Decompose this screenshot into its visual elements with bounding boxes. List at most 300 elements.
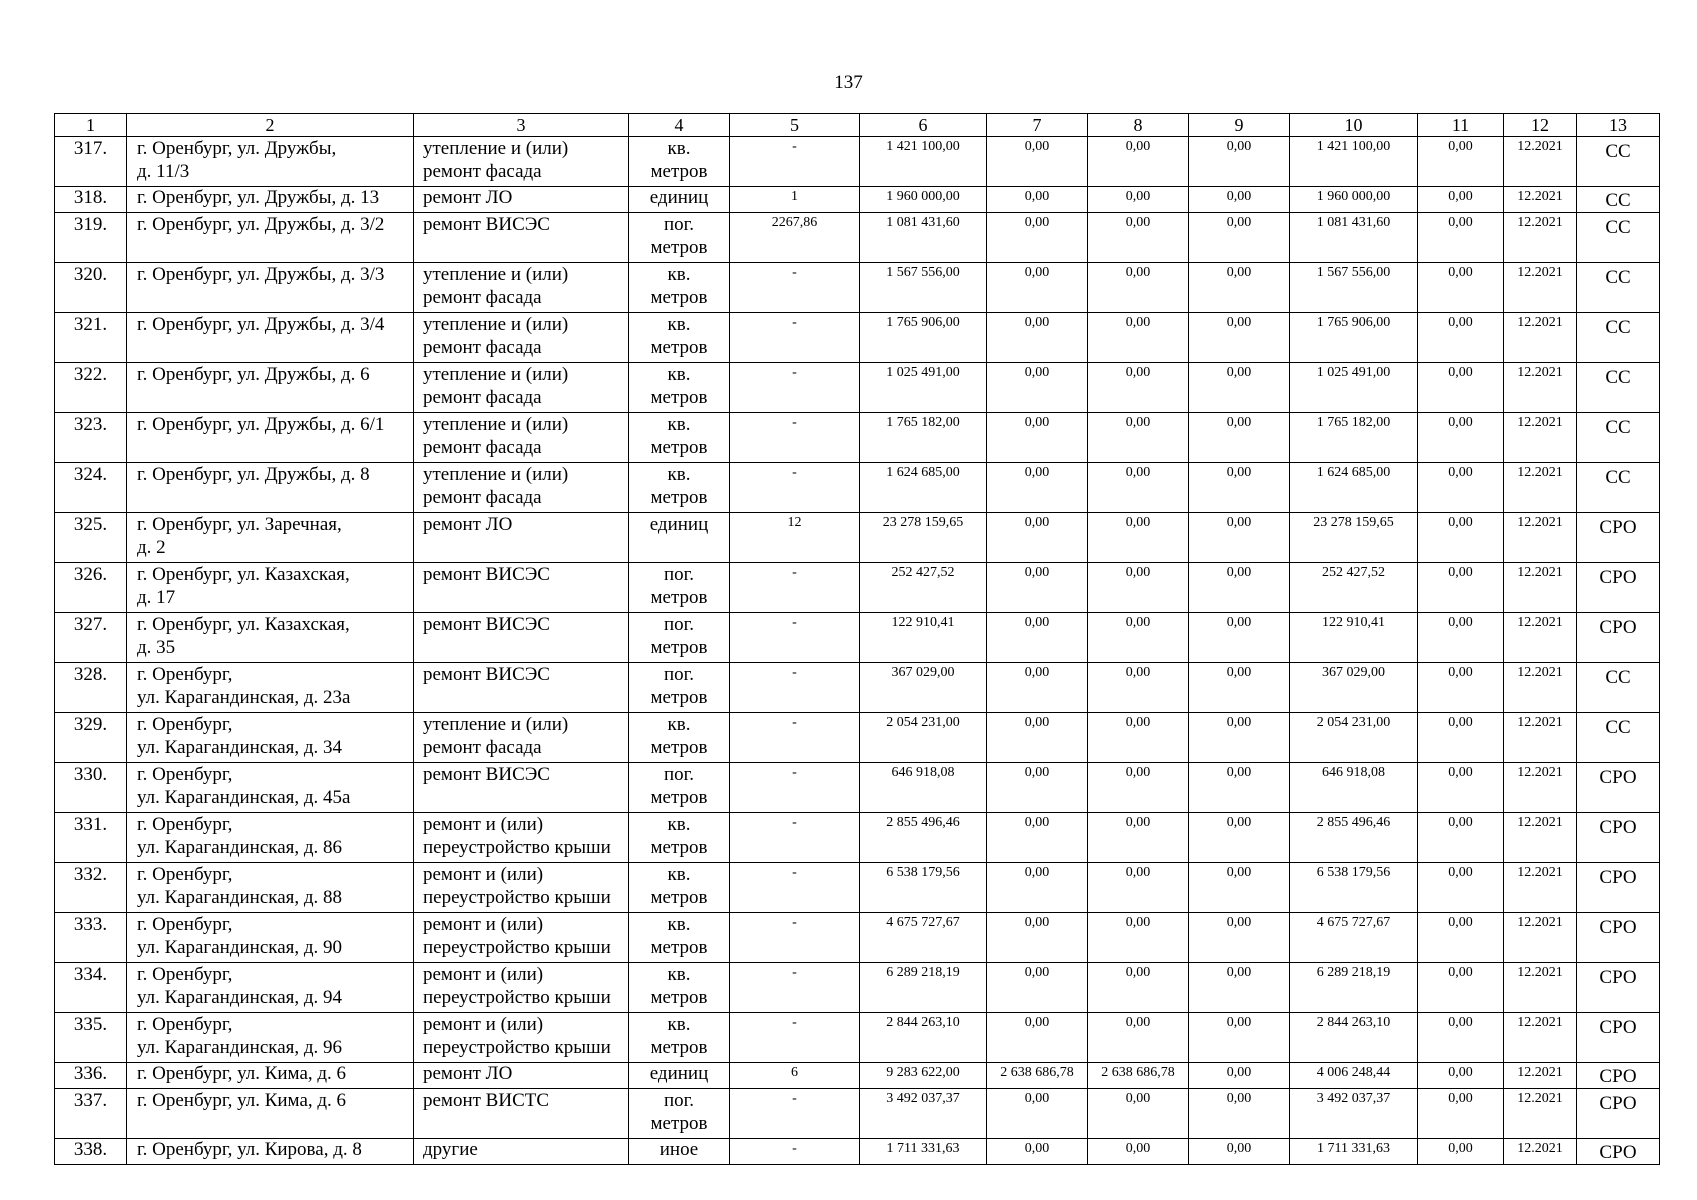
unit-cell	[629, 263, 730, 313]
unit-cell-line: единиц	[649, 514, 709, 535]
work-type-cell-line: ремонт фасада	[423, 737, 542, 758]
col10-cell: 4 006 248,44	[1290, 1063, 1418, 1089]
column-header-4: 4	[629, 114, 730, 137]
work-type-cell-line: утепление и (или)	[423, 364, 569, 385]
column-header-10: 10	[1290, 114, 1418, 137]
method-code-cell: СРО	[1577, 563, 1660, 613]
column-header-9: 9	[1189, 114, 1290, 137]
col8-cell: 0,00	[1088, 813, 1189, 863]
unit-cell-line: единиц	[649, 1063, 709, 1084]
work-type-cell-line: ремонт фасада	[423, 487, 542, 508]
col11-cell: 0,00	[1418, 463, 1504, 513]
date-cell: 12.2021	[1504, 963, 1577, 1013]
col9-cell: 0,00	[1189, 613, 1290, 663]
work-type-cell	[414, 813, 629, 863]
work-type-cell	[414, 863, 629, 913]
col8-cell: 0,00	[1088, 863, 1189, 913]
work-type-cell-line: утепление и (или)	[423, 264, 569, 285]
address-cell-line: ул. Карагандинская, д. 96	[137, 1037, 343, 1058]
address-cell	[127, 763, 414, 813]
column-header-12: 12	[1504, 114, 1577, 137]
col7-cell: 0,00	[987, 463, 1088, 513]
col9-cell: 0,00	[1189, 863, 1290, 913]
col8-cell: 0,00	[1088, 463, 1189, 513]
row-number: 334.	[55, 963, 127, 1013]
address-cell-line: г. Оренбург, ул. Дружбы, д. 6/1	[137, 414, 385, 435]
unit-cell-line: пог.	[663, 664, 695, 685]
quantity-cell: -	[730, 1089, 860, 1139]
col10-cell: 1 960 000,00	[1290, 187, 1418, 213]
work-type-cell	[414, 363, 629, 413]
row-number: 319.	[55, 213, 127, 263]
col9-cell: 0,00	[1189, 1139, 1290, 1165]
col7-cell: 0,00	[987, 563, 1088, 613]
address-cell	[127, 663, 414, 713]
col11-cell: 0,00	[1418, 863, 1504, 913]
col10-cell: 1 421 100,00	[1290, 137, 1418, 187]
col9-cell: 0,00	[1189, 513, 1290, 563]
unit-cell	[629, 363, 730, 413]
col8-cell: 0,00	[1088, 1139, 1189, 1165]
unit-cell-line: метров	[650, 237, 708, 258]
date-cell: 12.2021	[1504, 213, 1577, 263]
address-cell-line: г. Оренбург, ул. Дружбы, д. 3/4	[137, 314, 385, 335]
col11-cell: 0,00	[1418, 563, 1504, 613]
col11-cell: 0,00	[1418, 663, 1504, 713]
unit-cell	[629, 137, 730, 187]
col9-cell: 0,00	[1189, 813, 1290, 863]
total-cost-cell: 1 421 100,00	[860, 137, 987, 187]
method-code-cell: СС	[1577, 263, 1660, 313]
date-cell: 12.2021	[1504, 613, 1577, 663]
col9-cell: 0,00	[1189, 713, 1290, 763]
unit-cell	[629, 1089, 730, 1139]
method-code-cell: СРО	[1577, 913, 1660, 963]
method-code-cell: СРО	[1577, 1089, 1660, 1139]
total-cost-cell: 1 960 000,00	[860, 187, 987, 213]
work-type-cell	[414, 663, 629, 713]
date-cell: 12.2021	[1504, 513, 1577, 563]
col8-cell: 0,00	[1088, 613, 1189, 663]
unit-cell-line: кв.	[667, 138, 691, 159]
col9-cell: 0,00	[1189, 413, 1290, 463]
table-row	[55, 187, 1660, 213]
address-cell	[127, 1063, 414, 1089]
date-cell: 12.2021	[1504, 713, 1577, 763]
address-cell	[127, 213, 414, 263]
method-code-cell: СС	[1577, 313, 1660, 363]
col10-cell: 1 081 431,60	[1290, 213, 1418, 263]
method-code-cell: СС	[1577, 713, 1660, 763]
work-type-cell-line: другие	[423, 1139, 478, 1160]
method-code-cell: СРО	[1577, 1013, 1660, 1063]
work-type-cell-line: утепление и (или)	[423, 714, 569, 735]
work-type-cell-line: ремонт и (или)	[423, 964, 544, 985]
unit-cell	[629, 763, 730, 813]
column-header-11: 11	[1418, 114, 1504, 137]
col8-cell: 0,00	[1088, 713, 1189, 763]
row-number: 331.	[55, 813, 127, 863]
address-cell-line: ул. Карагандинская, д. 90	[137, 937, 343, 958]
date-cell: 12.2021	[1504, 563, 1577, 613]
unit-cell	[629, 413, 730, 463]
address-cell-line: г. Оренбург, ул. Кима, д. 6	[137, 1063, 347, 1084]
unit-cell-line: метров	[650, 737, 708, 758]
unit-cell-line: метров	[650, 987, 708, 1008]
table-row	[55, 1013, 1660, 1063]
date-cell: 12.2021	[1504, 463, 1577, 513]
date-cell: 12.2021	[1504, 1013, 1577, 1063]
col10-cell: 6 538 179,56	[1290, 863, 1418, 913]
address-cell-line: д. 17	[137, 587, 176, 608]
address-cell	[127, 713, 414, 763]
col10-cell: 1 711 331,63	[1290, 1139, 1418, 1165]
address-cell-line: г. Оренбург, ул. Заречная,	[137, 514, 342, 535]
col11-cell: 0,00	[1418, 1139, 1504, 1165]
unit-cell-line: метров	[650, 887, 708, 908]
column-header-13: 13	[1577, 114, 1660, 137]
work-type-cell	[414, 413, 629, 463]
table-row	[55, 263, 1660, 313]
col8-cell: 2 638 686,78	[1088, 1063, 1189, 1089]
address-cell-line: г. Оренбург, ул. Казахская,	[137, 614, 350, 635]
row-number: 321.	[55, 313, 127, 363]
unit-cell	[629, 313, 730, 363]
unit-cell-line: кв.	[667, 464, 691, 485]
unit-cell-line: метров	[650, 337, 708, 358]
col9-cell: 0,00	[1189, 137, 1290, 187]
column-header-5: 5	[730, 114, 860, 137]
col8-cell: 0,00	[1088, 763, 1189, 813]
work-type-cell	[414, 1139, 629, 1165]
total-cost-cell: 9 283 622,00	[860, 1063, 987, 1089]
work-type-cell-line: утепление и (или)	[423, 314, 569, 335]
col10-cell: 1 025 491,00	[1290, 363, 1418, 413]
date-cell: 12.2021	[1504, 1139, 1577, 1165]
col10-cell: 1 624 685,00	[1290, 463, 1418, 513]
work-type-cell	[414, 963, 629, 1013]
col10-cell: 646 918,08	[1290, 763, 1418, 813]
column-header-1: 1	[55, 114, 127, 137]
col11-cell: 0,00	[1418, 913, 1504, 963]
total-cost-cell: 1 624 685,00	[860, 463, 987, 513]
address-cell-line: г. Оренбург,	[137, 664, 233, 685]
col10-cell: 23 278 159,65	[1290, 513, 1418, 563]
col11-cell: 0,00	[1418, 963, 1504, 1013]
col9-cell: 0,00	[1189, 313, 1290, 363]
col7-cell: 0,00	[987, 613, 1088, 663]
column-header-2: 2	[127, 114, 414, 137]
total-cost-cell: 252 427,52	[860, 563, 987, 613]
total-cost-cell: 4 675 727,67	[860, 913, 987, 963]
unit-cell	[629, 713, 730, 763]
quantity-cell: -	[730, 963, 860, 1013]
col7-cell: 0,00	[987, 1089, 1088, 1139]
unit-cell	[629, 663, 730, 713]
work-type-cell	[414, 1089, 629, 1139]
unit-cell	[629, 1013, 730, 1063]
header-row	[55, 114, 1660, 137]
work-type-cell-line: утепление и (или)	[423, 464, 569, 485]
table-row	[55, 563, 1660, 613]
work-type-cell-line: ремонт ВИСЭС	[423, 214, 550, 235]
unit-cell-line: кв.	[667, 264, 691, 285]
col11-cell: 0,00	[1418, 1089, 1504, 1139]
table-row	[55, 463, 1660, 513]
work-type-cell	[414, 213, 629, 263]
unit-cell-line: метров	[650, 437, 708, 458]
column-header-3: 3	[414, 114, 629, 137]
col9-cell: 0,00	[1189, 363, 1290, 413]
work-type-cell	[414, 913, 629, 963]
unit-cell-line: пог.	[663, 1090, 695, 1111]
date-cell: 12.2021	[1504, 913, 1577, 963]
col9-cell: 0,00	[1189, 963, 1290, 1013]
quantity-cell: -	[730, 763, 860, 813]
address-cell	[127, 1089, 414, 1139]
unit-cell-line: пог.	[663, 614, 695, 635]
address-cell	[127, 463, 414, 513]
col8-cell: 0,00	[1088, 313, 1189, 363]
col11-cell: 0,00	[1418, 813, 1504, 863]
unit-cell-line: метров	[650, 1113, 708, 1134]
work-type-cell	[414, 137, 629, 187]
total-cost-cell: 367 029,00	[860, 663, 987, 713]
unit-cell-line: кв.	[667, 314, 691, 335]
quantity-cell: -	[730, 663, 860, 713]
address-cell	[127, 613, 414, 663]
unit-cell	[629, 1139, 730, 1165]
method-code-cell: СС	[1577, 187, 1660, 213]
unit-cell	[629, 1063, 730, 1089]
col9-cell: 0,00	[1189, 1063, 1290, 1089]
work-type-cell	[414, 563, 629, 613]
col8-cell: 0,00	[1088, 137, 1189, 187]
col11-cell: 0,00	[1418, 613, 1504, 663]
table-row	[55, 913, 1660, 963]
quantity-cell: -	[730, 363, 860, 413]
work-type-cell-line: ремонт и (или)	[423, 1014, 544, 1035]
col7-cell: 0,00	[987, 863, 1088, 913]
table-row	[55, 713, 1660, 763]
col9-cell: 0,00	[1189, 463, 1290, 513]
work-type-cell	[414, 513, 629, 563]
col11-cell: 0,00	[1418, 263, 1504, 313]
work-type-cell-line: ремонт и (или)	[423, 864, 544, 885]
work-type-cell-line: переустройство крыши	[423, 987, 611, 1008]
col8-cell: 0,00	[1088, 363, 1189, 413]
address-cell-line: г. Оренбург,	[137, 814, 233, 835]
row-number: 329.	[55, 713, 127, 763]
work-type-cell-line: ремонт ВИСЭС	[423, 564, 550, 585]
row-number: 325.	[55, 513, 127, 563]
col10-cell: 4 675 727,67	[1290, 913, 1418, 963]
work-type-cell-line: ремонт фасада	[423, 387, 542, 408]
address-cell-line: д. 35	[137, 637, 176, 658]
quantity-cell: -	[730, 137, 860, 187]
work-type-cell-line: переустройство крыши	[423, 837, 611, 858]
quantity-cell: -	[730, 713, 860, 763]
col7-cell: 0,00	[987, 713, 1088, 763]
col11-cell: 0,00	[1418, 1013, 1504, 1063]
col7-cell: 0,00	[987, 363, 1088, 413]
col10-cell: 2 054 231,00	[1290, 713, 1418, 763]
quantity-cell: -	[730, 913, 860, 963]
total-cost-cell: 23 278 159,65	[860, 513, 987, 563]
col8-cell: 0,00	[1088, 413, 1189, 463]
method-code-cell: СС	[1577, 663, 1660, 713]
row-number: 322.	[55, 363, 127, 413]
quantity-cell: 2267,86	[730, 213, 860, 263]
row-number: 317.	[55, 137, 127, 187]
col11-cell: 0,00	[1418, 513, 1504, 563]
col10-cell: 1 765 906,00	[1290, 313, 1418, 363]
unit-cell	[629, 513, 730, 563]
col9-cell: 0,00	[1189, 663, 1290, 713]
table-row	[55, 1063, 1660, 1089]
table-row	[55, 813, 1660, 863]
total-cost-cell: 2 855 496,46	[860, 813, 987, 863]
unit-cell-line: кв.	[667, 964, 691, 985]
address-cell-line: г. Оренбург,	[137, 914, 233, 935]
col10-cell: 3 492 037,37	[1290, 1089, 1418, 1139]
unit-cell-line: метров	[650, 161, 708, 182]
address-cell	[127, 913, 414, 963]
address-cell-line: г. Оренбург,	[137, 714, 233, 735]
col9-cell: 0,00	[1189, 1013, 1290, 1063]
col7-cell: 0,00	[987, 263, 1088, 313]
row-number: 335.	[55, 1013, 127, 1063]
table-row	[55, 363, 1660, 413]
col11-cell: 0,00	[1418, 413, 1504, 463]
col7-cell: 0,00	[987, 213, 1088, 263]
quantity-cell: -	[730, 563, 860, 613]
work-type-cell	[414, 463, 629, 513]
address-cell-line: г. Оренбург,	[137, 1014, 233, 1035]
unit-cell-line: метров	[650, 1037, 708, 1058]
unit-cell-line: пог.	[663, 214, 695, 235]
col7-cell: 0,00	[987, 1139, 1088, 1165]
col8-cell: 0,00	[1088, 913, 1189, 963]
work-type-cell-line: ремонт и (или)	[423, 814, 544, 835]
unit-cell	[629, 463, 730, 513]
method-code-cell: СС	[1577, 137, 1660, 187]
unit-cell-line: кв.	[667, 914, 691, 935]
address-cell-line: г. Оренбург, ул. Казахская,	[137, 564, 350, 585]
col7-cell: 0,00	[987, 137, 1088, 187]
date-cell: 12.2021	[1504, 187, 1577, 213]
date-cell: 12.2021	[1504, 813, 1577, 863]
table-body	[55, 137, 1660, 1165]
table-row	[55, 137, 1660, 187]
address-cell	[127, 137, 414, 187]
col8-cell: 0,00	[1088, 963, 1189, 1013]
col7-cell: 0,00	[987, 963, 1088, 1013]
address-cell	[127, 413, 414, 463]
work-type-cell-line: ремонт фасада	[423, 161, 542, 182]
col7-cell: 0,00	[987, 663, 1088, 713]
unit-cell	[629, 613, 730, 663]
row-number: 333.	[55, 913, 127, 963]
address-cell-line: г. Оренбург, ул. Дружбы, д. 8	[137, 464, 370, 485]
col8-cell: 0,00	[1088, 187, 1189, 213]
method-code-cell: СРО	[1577, 613, 1660, 663]
unit-cell-line: метров	[650, 587, 708, 608]
total-cost-cell: 646 918,08	[860, 763, 987, 813]
unit-cell	[629, 563, 730, 613]
col9-cell: 0,00	[1189, 213, 1290, 263]
row-number: 318.	[55, 187, 127, 213]
address-cell	[127, 187, 414, 213]
work-type-cell-line: утепление и (или)	[423, 138, 569, 159]
col8-cell: 0,00	[1088, 213, 1189, 263]
col9-cell: 0,00	[1189, 763, 1290, 813]
work-type-cell-line: ремонт ЛО	[423, 187, 513, 208]
row-number: 338.	[55, 1139, 127, 1165]
address-cell-line: г. Оренбург, ул. Дружбы, д. 3/2	[137, 214, 385, 235]
address-cell-line: г. Оренбург, ул. Кима, д. 6	[137, 1090, 347, 1111]
unit-cell	[629, 213, 730, 263]
work-type-cell-line: ремонт ВИСЭС	[423, 614, 550, 635]
unit-cell-line: кв.	[667, 864, 691, 885]
table-row	[55, 1089, 1660, 1139]
unit-cell-line: кв.	[667, 814, 691, 835]
quantity-cell: 1	[730, 187, 860, 213]
date-cell: 12.2021	[1504, 363, 1577, 413]
address-cell	[127, 813, 414, 863]
work-type-cell-line: ремонт ВИСТС	[423, 1090, 550, 1111]
date-cell: 12.2021	[1504, 1089, 1577, 1139]
quantity-cell: -	[730, 463, 860, 513]
work-type-cell	[414, 763, 629, 813]
table-row	[55, 413, 1660, 463]
unit-cell-line: метров	[650, 387, 708, 408]
row-number: 336.	[55, 1063, 127, 1089]
col8-cell: 0,00	[1088, 263, 1189, 313]
col10-cell: 252 427,52	[1290, 563, 1418, 613]
address-cell-line: ул. Карагандинская, д. 23а	[137, 687, 351, 708]
unit-cell-line: кв.	[667, 1014, 691, 1035]
table-row	[55, 1139, 1660, 1165]
page-number: 137	[834, 72, 863, 93]
address-cell-line: ул. Карагандинская, д. 88	[137, 887, 343, 908]
col8-cell: 0,00	[1088, 1089, 1189, 1139]
column-header-6: 6	[860, 114, 987, 137]
work-type-cell-line: утепление и (или)	[423, 414, 569, 435]
work-type-cell-line: ремонт фасада	[423, 437, 542, 458]
method-code-cell: СС	[1577, 363, 1660, 413]
work-type-cell	[414, 1063, 629, 1089]
method-code-cell: СРО	[1577, 963, 1660, 1013]
col11-cell: 0,00	[1418, 313, 1504, 363]
total-cost-cell: 1 567 556,00	[860, 263, 987, 313]
address-cell	[127, 513, 414, 563]
col8-cell: 0,00	[1088, 1013, 1189, 1063]
quantity-cell: -	[730, 1139, 860, 1165]
col9-cell: 0,00	[1189, 563, 1290, 613]
unit-cell-line: метров	[650, 787, 708, 808]
work-type-cell-line: ремонт фасада	[423, 287, 542, 308]
col7-cell: 0,00	[987, 763, 1088, 813]
unit-cell-line: единиц	[649, 187, 709, 208]
col8-cell: 0,00	[1088, 663, 1189, 713]
col9-cell: 0,00	[1189, 263, 1290, 313]
col10-cell: 122 910,41	[1290, 613, 1418, 663]
address-cell-line: г. Оренбург, ул. Дружбы, д. 3/3	[137, 264, 385, 285]
address-cell	[127, 263, 414, 313]
address-cell-line: ул. Карагандинская, д. 45а	[137, 787, 351, 808]
quantity-cell: -	[730, 613, 860, 663]
